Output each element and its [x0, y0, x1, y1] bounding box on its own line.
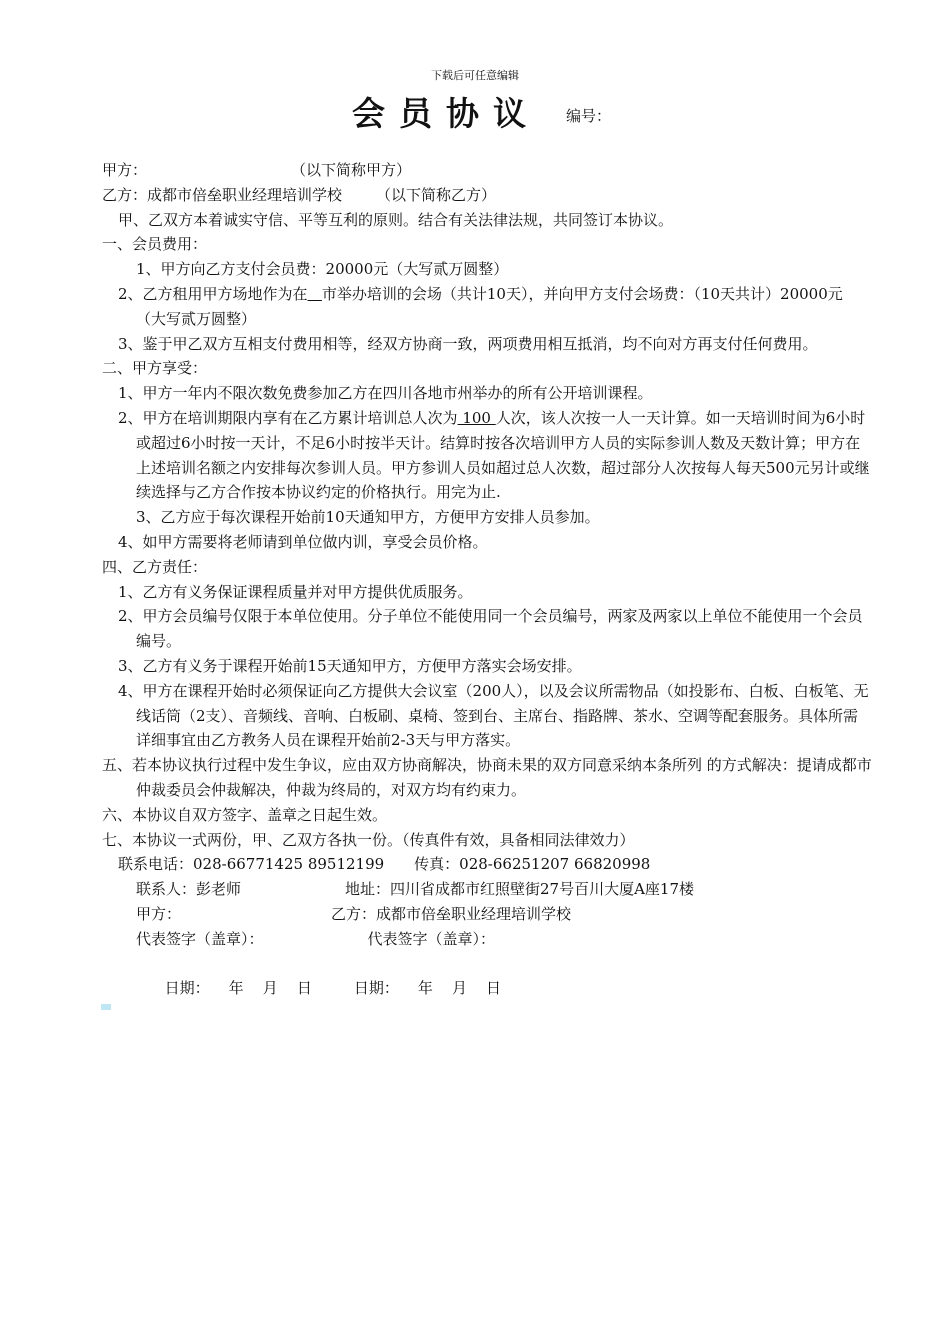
- party-a-line: [102, 158, 872, 183]
- section-2-item-2-a: 2、甲方在培训期限内享有在乙方累计培训总人次为: [118, 408, 458, 427]
- section-2-item-3: 3、乙方应于每次课程开始前10天通知甲方，方便甲方安排人员参加。: [136, 508, 600, 527]
- signature-party-line: [102, 902, 872, 927]
- signature-party-a: 甲方：: [136, 904, 182, 923]
- party-a-label: 甲方：: [102, 161, 148, 179]
- signature-date-a: 日期： 年 月 日: [164, 979, 312, 998]
- section-1-item-3: 3、鉴于甲乙双方互相支付费用相等，经双方协商一致，两项费用相互抵消，均不向对方再支付任何费用。: [118, 334, 818, 353]
- section-2-item-4: 4、如甲方需要将老师请到单位做内训，享受会员价格。: [118, 532, 488, 551]
- contact-phone: 联系电话：028-66771425 89512199: [118, 855, 385, 874]
- section-4-item-1: 1、乙方有义务保证课程质量并对甲方提供优质服务。: [118, 582, 473, 601]
- city-blank: [308, 285, 322, 303]
- section-5: 五、若本协议执行过程中发生争议，应由双方协商解决，协商未果的双方同意采纳本条所列 的方式解决：提请成都市仲裁委员会仲裁解决，仲裁为终局的，对双方均有约束力。: [102, 756, 872, 799]
- section-1-item-2: [102, 282, 872, 332]
- signature-party-b: 乙方：成都市倍垒职业经理培训学校: [331, 904, 572, 923]
- section-2-item-1: 1、甲方一年内不限次数免费参加乙方在四川各地市州举办的所有公开培训课程。: [118, 384, 653, 403]
- contact-fax: 传真：028-66251207 66820998: [414, 855, 651, 874]
- contact-phone-line: [102, 852, 872, 877]
- party-a-short: （以下简称甲方）: [291, 161, 412, 179]
- section-4-heading: 四、乙方责任：: [102, 557, 208, 576]
- signature-rep-line: [102, 927, 872, 952]
- section-2-item-2: [102, 406, 872, 505]
- signature-date-b: 日期： 年 月 日: [353, 979, 502, 998]
- preamble: 甲、乙双方本着诚实守信、平等互利的原则。结合有关法律法规，共同签订本协议。: [118, 210, 674, 229]
- section-1-item-1: 1、甲方向乙方支付会员费：20000元（大写贰万圆整）: [136, 260, 509, 279]
- contact-person: 联系人：彭老师: [136, 880, 242, 899]
- section-2-item-2-b: 人次，该人次按一人一天计算。如一天培训时间为6小时或超过6小时按一天计，不足6小时按半天计。结算时按各次培训甲方人员的实际参训人数及天数计算；甲方在上述培训名额之内安排每次参训人员。甲方参训人员如超过总人次数，超过部分人次按每人每天500元另计或继续选择与乙方合作按本协议约定的价格执行。用完为止.: [136, 408, 870, 502]
- document-title: 会员协议: [352, 94, 540, 133]
- contract-body: [102, 158, 872, 998]
- section-6: 六、本协议自双方签字、盖章之日起生效。: [102, 805, 388, 824]
- party-b-line: [102, 183, 872, 208]
- signature-rep-a: 代表签字（盖章）：: [136, 929, 264, 948]
- section-2-heading: 二、甲方享受：: [102, 359, 208, 378]
- header-note: 下载后可任意编辑: [431, 69, 519, 82]
- section-1-item-2-a: 2、乙方租用甲方场地作为在: [118, 284, 308, 303]
- party-b-short: （以下简称乙方）: [376, 185, 497, 204]
- signature-rep-b: 代表签字（盖章）：: [367, 929, 496, 948]
- party-b-label: 乙方：成都市倍垒职业经理培训学校: [102, 185, 343, 204]
- text-cursor-marker: [101, 1004, 111, 1010]
- section-4-item-2: 2、甲方会员编号仅限于本单位使用。分子单位不能使用同一个会员编号，两家及两家以上单位不能使用一个会员编号。: [118, 607, 863, 651]
- contact-address: 地址：四川省成都市红照壁街27号百川大厦A座17楼: [345, 880, 695, 899]
- serial-number-label: 编号：: [566, 107, 612, 125]
- total-person-count: 100: [457, 408, 496, 427]
- section-1-heading: 一、会员费用：: [102, 235, 208, 254]
- contact-person-line: [102, 877, 872, 902]
- section-1-item-2-b: 市举办培训的会场（共计10天），并向甲方支付会场费：（10天共计）20000元 （大写贰万圆整）: [136, 284, 843, 328]
- section-4-item-4: 4、甲方在课程开始时必须保证向乙方提供大会议室（200人），以及会议所需物品（如投影布、白板、白板笔、无线话筒（2支）、音频线、音响、白板刷、桌椅、签到台、主席台、指路牌、茶水、空调等配套服务。具体所需详细事宜由乙方教务人员在课程开始前2-3天与甲方落实。: [118, 681, 869, 750]
- signature-date-line: [102, 952, 872, 998]
- section-7: 七、本协议一式两份，甲、乙双方各执一份。（传真件有效，具备相同法律效力）: [102, 830, 635, 849]
- section-4-item-3: 3、乙方有义务于课程开始前15天通知甲方，方便甲方落实会场安排。: [118, 656, 582, 675]
